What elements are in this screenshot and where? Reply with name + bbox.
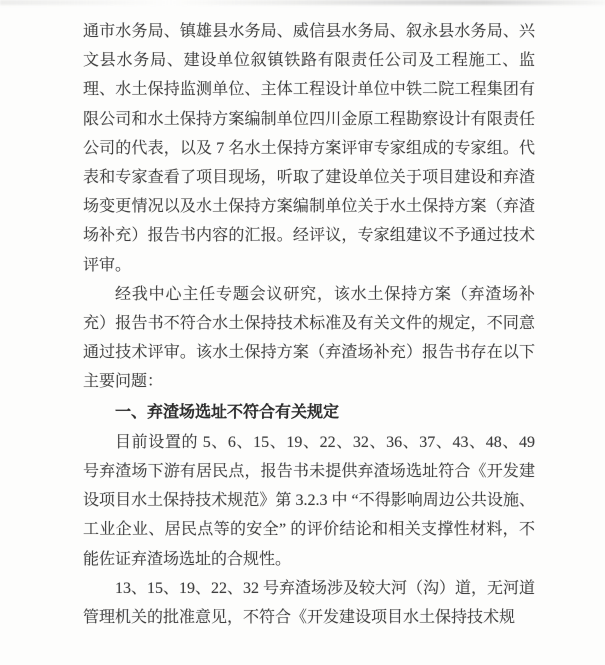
paragraph-review-attendees: 通市水务局、镇雄县水务局、威信县水务局、叙永县水务局、兴文县水务局、建设单位叙镇铁路有限责任公司及工程施工、监理、水土保持监测单位、主体工程设计单位中铁二院工程集团有限公司和水土保持方案编制单位四川金原工程勘察设计有限责任公司的代表，以及 7 名水土保持方案评审专家组成的专家组。代表和专家查看了项目现场，听取了建设单位关于项目建设和弃渣场变更情况以及水土保持方案编制单位关于水土保持方案（弃渣场补充）报告书内容的汇报。经评议，专家组建议不予通过技术评审。 xyxy=(83,23,535,274)
paragraph-issue-residential-sites: 目前设置的 5、6、15、19、22、32、36、37、43、48、49 号弃渣场下游有居民点，报告书未提供弃渣场选址符合《开发建设项目水土保持技术规范》第 3.2.3 中 “不得影响周边公共设施、工业企业、居民点等的安全” 的评价结论和相关支撑性材料，不能佐证弃渣场选址的合规性。 xyxy=(83,433,535,568)
paragraph-issue-river-channels: 13、15、19、22、32 号弃渣场涉及较大河（沟）道，无河道管理机关的批准意见，不符合《开发建设项目水土保持技术规 xyxy=(83,579,536,627)
scan-artifact-top xyxy=(0,0,605,5)
document-text-block xyxy=(83,17,535,632)
section-heading-site-selection: 一、弃渣场选址不符合有关规定 xyxy=(115,403,340,421)
paragraph-review-decision: 经我中心主任专题会议研究，该水土保持方案（弃渣场补充）报告书不符合水土保持技术标准及有关文件的规定，不同意通过技术评审。该水土保持方案（弃渣场补充）报告书存在以下主要问题： xyxy=(83,285,535,391)
